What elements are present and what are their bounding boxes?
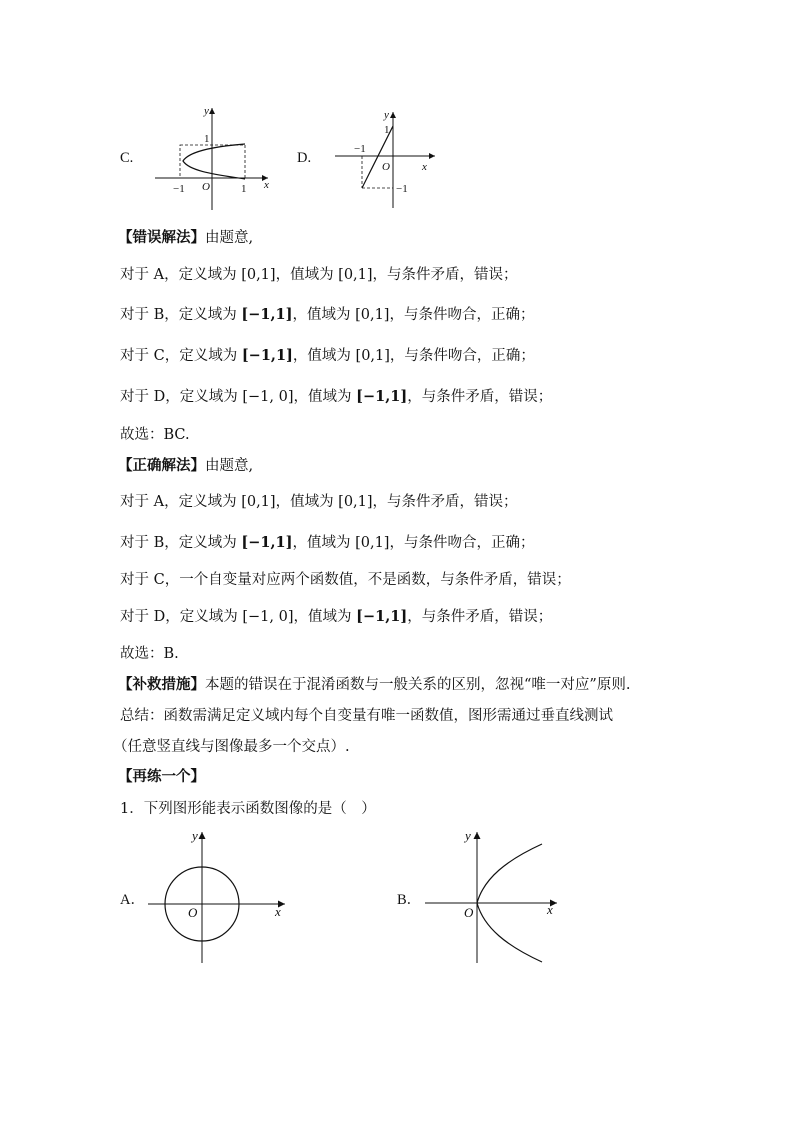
tick-y-1: 1 — [204, 133, 210, 145]
text: 对于 D，定义域为 [−1, 0]，值域为 — [120, 389, 357, 405]
x-axis-label: x — [275, 904, 281, 919]
option-b-label: B． — [397, 892, 422, 908]
origin-label: O — [382, 161, 390, 173]
wrong-line-d — [120, 387, 552, 407]
wrong-line-b — [120, 305, 534, 325]
correct-intro-text: 由题意, — [205, 458, 254, 474]
option-c-graph — [150, 100, 290, 210]
interval: [−1,1] — [356, 388, 408, 405]
option-b-graph — [422, 828, 572, 968]
correct-answer: 故选：B. — [120, 646, 179, 662]
option-c-label: C. — [120, 150, 134, 166]
summary-line-2: （任意竖直线与图像最多一个交点）. — [113, 739, 350, 755]
practice-heading: 【再练一个】 — [118, 768, 205, 785]
y-axis-label: y — [204, 105, 209, 117]
origin-label: O — [188, 905, 198, 920]
text: ，值域为 [0,1]，与条件吻合，正确； — [292, 348, 535, 364]
option-d-label: D. — [297, 150, 312, 166]
option-a-label: A． — [120, 892, 145, 908]
interval: [−1,1] — [241, 306, 293, 323]
x-axis-label: x — [264, 179, 269, 191]
option-d-graph — [330, 100, 450, 210]
y-axis-label: y — [384, 109, 389, 121]
interval: [−1,1] — [356, 608, 408, 625]
text: 对于 C，定义域为 — [120, 348, 242, 364]
y-axis-label: y — [465, 828, 471, 843]
correct-line-a: 对于 A，定义域为 [0,1]，值域为 [0,1]，与条件矛盾，错误； — [120, 494, 518, 510]
tick-x-neg1: −1 — [173, 183, 185, 195]
text: ，值域为 [0,1]，与条件吻合，正确； — [292, 307, 535, 323]
option-a-graph — [145, 828, 295, 968]
wrong-line-c — [120, 346, 535, 366]
interval: [−1,1] — [241, 534, 293, 551]
interval: [−1,1] — [241, 347, 293, 364]
wrong-intro-text: 由题意, — [205, 230, 254, 246]
text: ，与条件矛盾，错误； — [407, 389, 553, 405]
tick-x-neg1: −1 — [354, 143, 366, 155]
practice-question: 1．下列图形能表示函数图像的是（ ） — [120, 801, 376, 817]
origin-label: O — [464, 905, 474, 920]
wrong-line-a: 对于 A，定义域为 [0,1]，值域为 [0,1]，与条件矛盾，错误； — [120, 267, 518, 283]
text: 对于 D，定义域为 [−1, 0]，值域为 — [120, 609, 357, 625]
text: ，与条件矛盾，错误； — [407, 609, 553, 625]
x-axis-label: x — [547, 902, 553, 917]
wrong-answer: 故选：BC. — [120, 427, 190, 443]
tick-x-1: 1 — [241, 183, 247, 195]
summary-line-1: 总结：函数需满足定义域内每个自变量有唯一函数值，图形需通过垂直线测试 — [120, 708, 613, 724]
wrong-solution-intro — [118, 228, 253, 248]
wrong-solution-heading: 【错误解法】 — [118, 229, 205, 246]
x-axis-label: x — [422, 161, 427, 173]
remedy-text: 本题的错误在于混淆函数与一般关系的区别，忽视“唯一对应”原则. — [205, 677, 631, 693]
tick-y-1: 1 — [384, 124, 390, 136]
tick-y-neg1: −1 — [396, 183, 408, 195]
remedy-heading: 【补救措施】 — [118, 676, 205, 693]
text: 对于 B，定义域为 — [120, 535, 242, 551]
text: 对于 B，定义域为 — [120, 307, 242, 323]
correct-solution-heading: 【正确解法】 — [118, 457, 205, 474]
origin-label: O — [202, 181, 210, 193]
correct-line-d — [120, 607, 552, 627]
remedy-paragraph — [118, 675, 630, 695]
correct-solution-intro — [118, 456, 253, 476]
correct-line-c: 对于 C，一个自变量对应两个函数值，不是函数，与条件矛盾，错误； — [120, 572, 571, 588]
y-axis-label: y — [192, 828, 198, 843]
parabola-curve — [183, 144, 245, 179]
text: ，值域为 [0,1]，与条件吻合，正确； — [292, 535, 535, 551]
correct-line-b — [120, 533, 534, 553]
